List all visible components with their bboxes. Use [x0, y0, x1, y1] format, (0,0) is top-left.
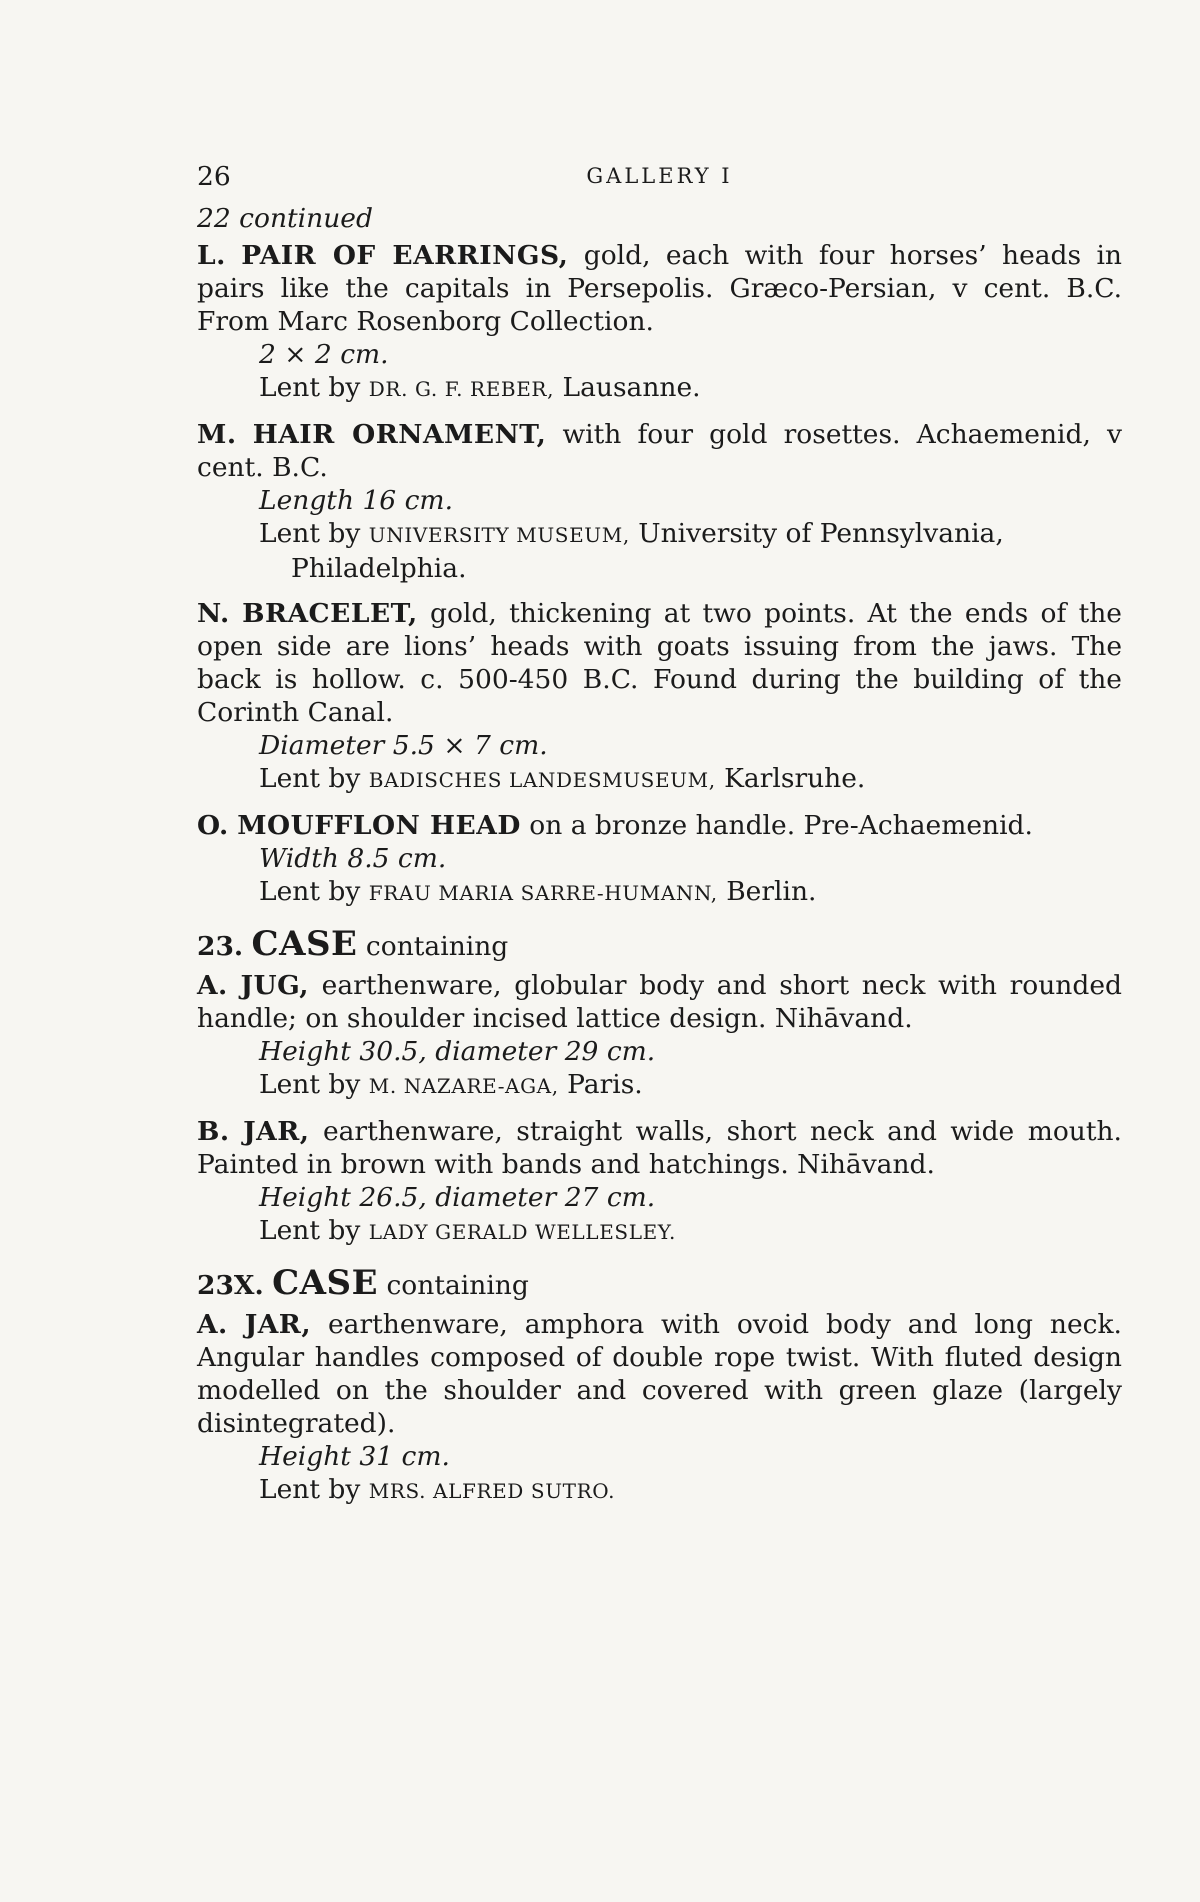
entry-description	[197, 597, 1122, 729]
entry-lender	[197, 371, 1122, 406]
entry-title: PAIR OF EARRINGS,	[241, 240, 569, 271]
entry-dimensions: Height 31 cm.	[259, 1441, 450, 1472]
entry-letter: N.	[197, 598, 230, 629]
case-suffix: containing	[386, 1270, 529, 1301]
lent-prefix: Lent by	[259, 372, 361, 403]
entry-text: on a bronze handle. Pre-Achaemenid.	[529, 810, 1033, 841]
lender-name: DR. G. F. REBER,	[368, 377, 555, 401]
entry-title: JAR,	[243, 1116, 310, 1147]
case-word: CASE	[251, 924, 358, 964]
entry-title: MOUFFLON HEAD	[237, 810, 521, 841]
entry-lender	[197, 1068, 1122, 1103]
entry-lender	[197, 517, 1122, 585]
lent-prefix: Lent by	[259, 518, 361, 549]
lent-prefix: Lent by	[259, 1069, 361, 1100]
entry-22-m	[197, 418, 1122, 585]
entry-letter: A.	[197, 1309, 228, 1340]
case-23x-heading	[197, 1263, 1122, 1303]
lender-name: FRAU MARIA SARRE-HUMANN,	[368, 881, 718, 905]
lent-prefix: Lent by	[259, 763, 361, 794]
entry-text: gold, each with four horses’ heads in pairs like the capitals in Persepolis. Græco-Persian, v cent. B.C. From Marc Rosenborg Collection.	[197, 240, 1122, 337]
case-23-heading	[197, 924, 1122, 964]
entry-22-o	[197, 809, 1122, 910]
entry-title: JUG,	[240, 970, 310, 1001]
entry-22-n	[197, 597, 1122, 797]
entry-dimensions: Height 26.5, diameter 27 cm.	[259, 1182, 656, 1213]
lender-place: Lausanne.	[562, 372, 701, 403]
entry-description	[197, 418, 1122, 484]
entry-text: earthenware, straight walls, short neck and wide mouth. Painted in brown with bands and hatchings. Nihāvand.	[197, 1116, 1122, 1180]
entry-letter: A.	[197, 970, 228, 1001]
entry-22-l	[197, 239, 1122, 406]
lent-prefix: Lent by	[259, 1474, 361, 1505]
entry-lender	[197, 762, 1122, 797]
gallery-title: GALLERY I	[586, 164, 733, 188]
case-number: 23X.	[197, 1270, 264, 1301]
lender-place: Karlsruhe.	[724, 763, 866, 794]
entry-title: JAR,	[244, 1309, 312, 1340]
entry-title: HAIR ORNAMENT,	[252, 419, 547, 450]
entry-description	[197, 969, 1122, 1035]
entry-dimensions: Diameter 5.5 × 7 cm.	[259, 730, 548, 761]
entry-lender	[197, 1473, 1122, 1508]
entry-letter: B.	[197, 1116, 230, 1147]
entry-title: BRACELET,	[242, 598, 418, 629]
entry-text: gold, thickening at two points. At the ends of the open side are lions’ heads with goats issuing from the jaws. The back is hollow. c. 500-450 B.C. Found during the building of the Corinth Canal.	[197, 598, 1122, 728]
entry-letter: O.	[197, 810, 229, 841]
lender-place: Paris.	[567, 1069, 643, 1100]
entry-description	[197, 1115, 1122, 1181]
entry-description	[197, 239, 1122, 338]
case-suffix: containing	[365, 931, 509, 962]
catalogue-page	[197, 160, 1122, 1520]
lender-place: Berlin.	[726, 876, 817, 907]
entry-dimensions: Width 8.5 cm.	[259, 843, 447, 874]
entry-letter: L.	[197, 240, 226, 271]
entry-lender	[197, 1214, 1122, 1249]
entry-dimensions: Height 30.5, diameter 29 cm.	[259, 1036, 656, 1067]
lender-place: University of Pennsylvania, Philadelphia.	[291, 518, 1004, 584]
case-number: 23.	[197, 931, 244, 962]
entry-dimensions: Length 16 cm.	[259, 485, 453, 516]
continued-note: 22 continued	[197, 203, 373, 234]
lent-prefix: Lent by	[259, 876, 361, 907]
lender-name: UNIVERSITY MUSEUM,	[368, 523, 630, 547]
entry-description	[197, 809, 1122, 842]
entry-23x-a	[197, 1308, 1122, 1508]
entry-text: with four gold rosettes. Achaemenid, v cent. B.C.	[197, 419, 1122, 483]
entry-text: earthenware, globular body and short neck with rounded handle; on shoulder incised lattice design. Nihāvand.	[197, 970, 1122, 1034]
entry-description	[197, 1308, 1122, 1440]
lender-name: LADY GERALD WELLESLEY.	[368, 1220, 676, 1244]
case-word: CASE	[272, 1263, 379, 1303]
page-number: 26	[197, 161, 231, 192]
running-head	[197, 160, 1122, 194]
lender-name: MRS. ALFRED SUTRO.	[368, 1479, 616, 1503]
entry-lender	[197, 875, 1122, 910]
entry-23-a	[197, 969, 1122, 1103]
entry-dimensions: 2 × 2 cm.	[259, 339, 389, 370]
entry-23-b	[197, 1115, 1122, 1249]
entry-letter: M.	[197, 419, 237, 450]
lender-name: M. NAZARE-AGA,	[368, 1074, 559, 1098]
lent-prefix: Lent by	[259, 1215, 361, 1246]
entry-text: earthenware, amphora with ovoid body and long neck. Angular handles composed of double rope twist. With fluted design modelled on the shoulder and covered with green glaze (largely disintegrated).	[197, 1309, 1122, 1439]
lender-name: BADISCHES LANDESMUSEUM,	[368, 768, 716, 792]
